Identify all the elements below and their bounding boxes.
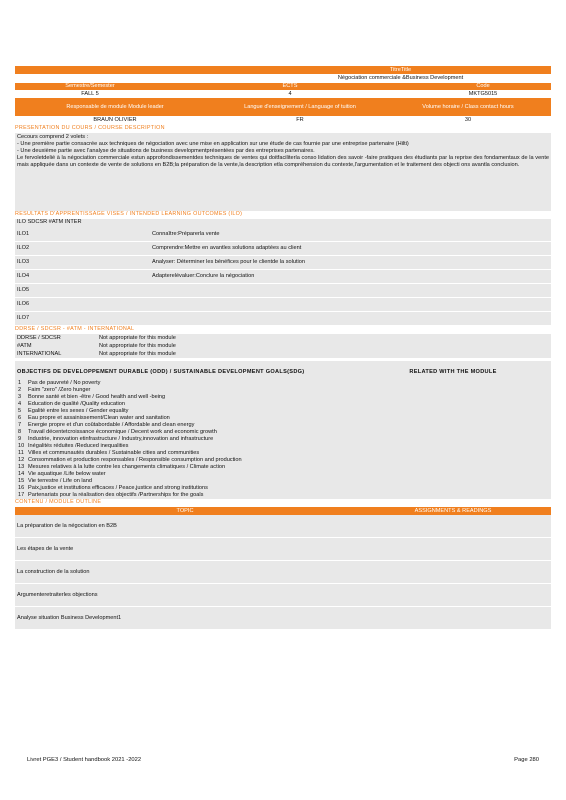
presentation-title: PRESENTATION DU COURS / COURSE DESCRIPTION — [15, 125, 165, 131]
presentation-line: - Une première partie consacrée aux techniques de négociation avec une mise en application sur une étude de cas fournie par une entreprise partenaire (Hilti) — [17, 140, 409, 147]
ddrs-label: DDRSE / SDCSR — [17, 334, 61, 341]
sdg-row — [15, 394, 551, 401]
code-label: Code — [476, 83, 490, 89]
ddrs-table — [15, 334, 551, 358]
ilo-table — [15, 228, 551, 326]
sdg-row — [15, 457, 551, 464]
sdg-number: 1 — [18, 380, 22, 386]
responsible-header-row — [15, 98, 551, 116]
title-value: Négociation commerciale &Business Development — [337, 75, 464, 81]
ddrs-label: INTERNATIONAL — [17, 350, 62, 357]
sdg-row — [15, 471, 551, 478]
sdg-number: 12 — [18, 457, 25, 463]
assignments-label: ASSIGNMENTS & READINGS — [414, 507, 492, 514]
ddrs-row — [15, 334, 551, 342]
ilo-id: ILO5 — [17, 287, 30, 293]
footer-page-number: Page 280 — [514, 757, 539, 763]
ects-value: 4 — [288, 90, 292, 97]
sdg-header — [15, 364, 551, 380]
sdg-number: 2 — [18, 387, 22, 393]
sdg-row — [15, 401, 551, 408]
ilo-row — [15, 298, 551, 312]
sdg-row — [15, 450, 551, 457]
sdg-row — [15, 478, 551, 485]
ilo-text: Connaître:Préparerla vente — [152, 231, 220, 237]
code-value: MKTG5015 — [468, 90, 498, 97]
sdg-number: 5 — [18, 408, 22, 414]
sdg-number: 17 — [18, 492, 25, 498]
sdg-goal: Eau propre et assainissement/Clean water and sanitation — [28, 415, 170, 421]
sdg-number: 7 — [18, 422, 22, 428]
ilo-text — [150, 284, 551, 297]
topic-label: TOPIC — [176, 507, 194, 514]
sdg-number: 13 — [18, 464, 25, 470]
outline-row: Analyse situation Business Development1 — [15, 607, 551, 630]
semester-label: Semestre/Semester — [65, 83, 115, 89]
sdg-number: 6 — [18, 415, 22, 421]
page-footer — [27, 757, 539, 764]
sdg-row — [15, 408, 551, 415]
responsible-value: BRAUN OLIVIER — [93, 117, 137, 123]
sdg-goal: Consommation et production responsables / Responsible consumption and production — [28, 457, 242, 463]
ilo-row — [15, 312, 551, 326]
sdg-goal: Energie propre et d'un coûtabordable / Affordable and clean energy — [28, 422, 195, 428]
presentation-line: Cecours comprend 2 volets : — [17, 134, 89, 140]
ddrs-row — [15, 342, 551, 350]
ilo-id: ILO1 — [17, 231, 30, 237]
ilo-id: ILO4 — [17, 273, 30, 279]
sdg-goal: Pas de pauvreté / No poverty — [28, 380, 101, 386]
sdg-goal: Mesures relatives à la lutte contre les changements climatiques / Climate action — [28, 464, 226, 470]
ilo-text: Analyser: Déterminer les bénéfices pour le clientde la solution — [152, 259, 305, 265]
module-sheet — [15, 66, 551, 630]
ilo-row — [15, 228, 551, 242]
ddrs-title: DDRSE / SDCSR - #ATM - INTERNATIONAL — [15, 326, 135, 332]
sdg-row — [15, 464, 551, 471]
ects-label: ECTS — [282, 83, 298, 89]
sdg-row — [15, 415, 551, 422]
sdg-goal: Partenariats pour la réalisation des objectifs /Partnerships for the goals — [28, 492, 204, 498]
sdg-row — [15, 485, 551, 492]
title-header-row — [15, 66, 551, 74]
sdg-goal: Paix,justice et institutions efficaces / Peace,justice and strong institutions — [28, 485, 208, 491]
outline-header-row — [15, 507, 551, 515]
ilo-title: RESULTATS D'APPRENTISSAGE VISES / INTENDED LEARNING OUTCOMES (ILO) — [15, 211, 243, 217]
sdg-row — [15, 422, 551, 429]
sdg-number: 9 — [18, 436, 22, 442]
outline-row: Argumenteretraiterles objections — [15, 584, 551, 607]
ilo-col-header: ILO SDCSR #ATM INTER — [15, 219, 551, 228]
sdg-row — [15, 387, 551, 394]
ilo-text — [150, 298, 551, 311]
sdg-goal: Vie terrestre / Life on land — [28, 478, 92, 484]
sdg-goal: Villes et communautés durables / Sustainable cities and communities — [28, 450, 200, 456]
ilo-text: Comprendre:Mettre en avantles solutions adaptées au client — [152, 245, 302, 251]
presentation-body — [15, 133, 551, 211]
title-label: TitreTitle — [389, 66, 412, 73]
ilo-row — [15, 270, 551, 284]
ilo-row — [15, 256, 551, 270]
outline-table — [15, 515, 551, 630]
ilo-row — [15, 242, 551, 256]
sdg-title: OBJECTIFS DE DEVELOPPEMENT DURABLE (ODD) / SUSTAINABLE DEVELOPMENT GOALS(SDG) — [17, 368, 305, 375]
hours-label: Volume horaire / Class contact hours — [422, 103, 514, 110]
sdg-number: 11 — [18, 450, 24, 456]
semester-value: FALL 5 — [81, 90, 99, 97]
ddrs-label: #ATM — [17, 342, 32, 349]
ilo-id: ILO6 — [17, 301, 30, 307]
sdg-goal: Egalité entre les sexes / Gender equality — [28, 408, 129, 414]
sdg-goal: Bonne santé et bien -être / Good health and well -being — [28, 394, 166, 400]
sdg-number: 15 — [18, 478, 25, 484]
sdg-goal: Industrie, innovation etinfrastructure / Industry,innovation and infrastructure — [28, 436, 214, 442]
ilo-id: ILO7 — [17, 315, 30, 321]
sdg-rows — [15, 380, 551, 499]
sdg-goal: Faim "zero" /Zero hunger — [28, 387, 91, 393]
sdg-table — [15, 361, 551, 499]
sdg-row — [15, 436, 551, 443]
sdg-number: 14 — [18, 471, 25, 477]
presentation-line: Le fervoletdelié à la négociation commerciale estun approfondissementdes techniques de ventes qui doitfaciliterla conso lidation des savoir -faire pratiques des étudiants par la reprise des fondamentaux de la vente mais appliquée dans un contexte de vente de solutions en B2B;la préparation de la vente,la description etla compréhension du contexte,l'argumentation et le traitement des objecti ons avantla conclusion. — [17, 154, 549, 168]
semester-value-row — [15, 90, 551, 98]
ddrs-row — [15, 350, 551, 358]
ddrs-value: Not appropriate for this module — [99, 350, 176, 357]
outline-title: CONTENU / MODULE OUTLINE — [15, 499, 102, 505]
responsible-label: Responsable de module Module leader — [66, 103, 164, 110]
ilo-id: ILO3 — [17, 259, 30, 265]
language-label: Langue d'enseignement / Language of tuition — [244, 103, 356, 110]
ddrs-value: Not appropriate for this module — [99, 334, 176, 341]
title-value-row — [15, 74, 551, 83]
sdg-number: 4 — [18, 401, 22, 407]
sdg-number: 8 — [18, 429, 22, 435]
presentation-line: - Une deuxième partie avec l'analyse de situations de business developmentprésentées par des entreprises partenaires. — [17, 147, 315, 154]
sdg-number: 10 — [18, 443, 25, 449]
sdg-row — [15, 429, 551, 436]
sdg-goal: Vie aquatique /Life below water — [28, 471, 106, 477]
sdg-number: 3 — [18, 394, 22, 400]
ilo-text: Adapterelévaluer:Conclure la négociation — [152, 273, 255, 279]
ilo-id: ILO2 — [17, 245, 30, 251]
responsible-value-row — [15, 116, 551, 125]
sdg-goal: Travail décentetcroissance économique / Decent work and economic growth — [28, 429, 217, 435]
ilo-text — [150, 312, 551, 325]
semester-header-row — [15, 83, 551, 90]
ilo-row — [15, 284, 551, 298]
outline-row: La préparation de la négociation en B2B — [15, 515, 551, 538]
sdg-row — [15, 443, 551, 450]
footer-left: Livret PGE3 / Student handbook 2021 -2022 — [27, 757, 142, 763]
sdg-goal: Inégalités réduites /Reduced inequalities — [28, 443, 129, 449]
outline-row: La construction de la solution — [15, 561, 551, 584]
sdg-goal: Education de qualité /Quality education — [28, 401, 126, 407]
hours-value: 30 — [464, 117, 472, 123]
sdg-number: 16 — [18, 485, 25, 491]
sdg-related-label: RELATED WITH THE MODULE — [409, 368, 497, 375]
ddrs-value: Not appropriate for this module — [99, 342, 176, 349]
outline-row: Les étapes de la vente — [15, 538, 551, 561]
sdg-row — [15, 492, 551, 499]
sdg-row — [15, 380, 551, 387]
language-value: FR — [296, 117, 304, 123]
